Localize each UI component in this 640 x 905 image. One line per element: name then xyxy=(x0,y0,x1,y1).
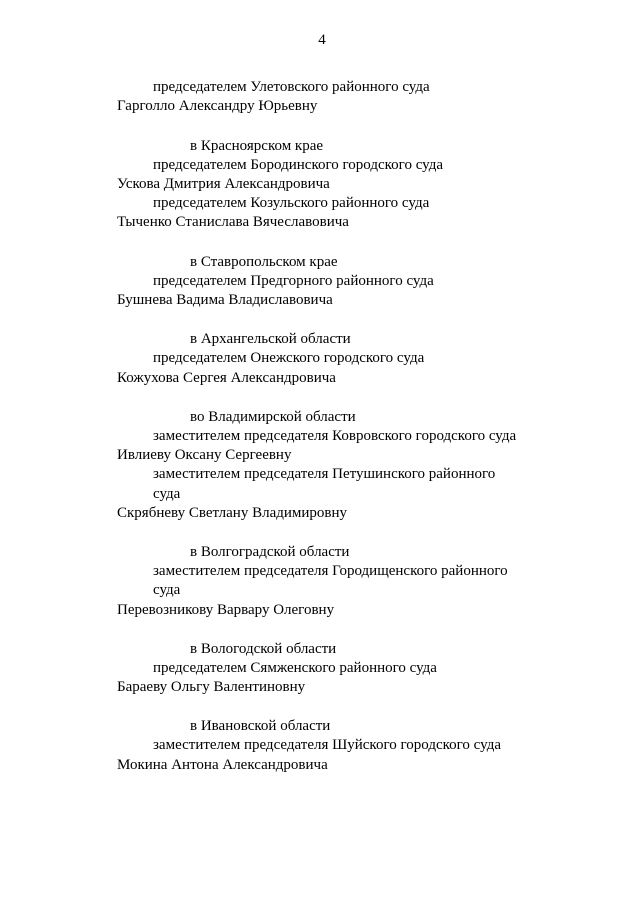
person-name: Тыченко Станислава Вячеславовича xyxy=(117,214,349,230)
position-line: председателем Онежского городского суда xyxy=(153,350,425,366)
region-heading: в Ивановской области xyxy=(190,718,331,734)
person-name: Бараеву Ольгу Валентиновну xyxy=(117,679,306,695)
position-line: председателем Козульского районного суда xyxy=(153,195,430,211)
region-heading: в Красноярском крае xyxy=(190,138,324,154)
person-name: Мокина Антона Александровича xyxy=(117,757,328,773)
region-heading: во Владимирской области xyxy=(190,409,356,425)
position-line: председателем Предгорного районного суда xyxy=(153,273,434,289)
person-name: Ивлиеву Оксану Сергеевну xyxy=(117,447,292,463)
position-line: заместителем председателя Петушинского районного xyxy=(153,466,496,482)
position-line: председателем Улетовского районного суда xyxy=(153,79,430,95)
person-name: Бушнева Вадима Владиславовича xyxy=(117,292,333,308)
position-line: председателем Сямженского районного суда xyxy=(153,660,437,676)
person-name: Гарголло Александру Юрьевну xyxy=(117,98,318,114)
page-number: 4 xyxy=(318,32,326,48)
region-heading: в Вологодской области xyxy=(190,641,337,657)
person-name: Кожухова Сергея Александровича xyxy=(117,370,336,386)
position-line-continuation: суда xyxy=(153,582,181,598)
person-name: Перевозникову Варвару Олеговну xyxy=(117,602,335,618)
region-heading: в Ставропольском крае xyxy=(190,254,338,270)
position-line: заместителем председателя Шуйского городского суда xyxy=(153,737,501,753)
region-heading: в Волгоградской области xyxy=(190,544,350,560)
position-line: председателем Бородинского городского суда xyxy=(153,157,443,173)
region-heading: в Архангельской области xyxy=(190,331,351,347)
person-name: Ускова Дмитрия Александровича xyxy=(117,176,330,192)
person-name: Скрябневу Светлану Владимировну xyxy=(117,505,348,521)
position-line-continuation: суда xyxy=(153,486,181,502)
position-line: заместителем председателя Ковровского городского суда xyxy=(153,428,517,444)
position-line: заместителем председателя Городищенского районного xyxy=(153,563,508,579)
